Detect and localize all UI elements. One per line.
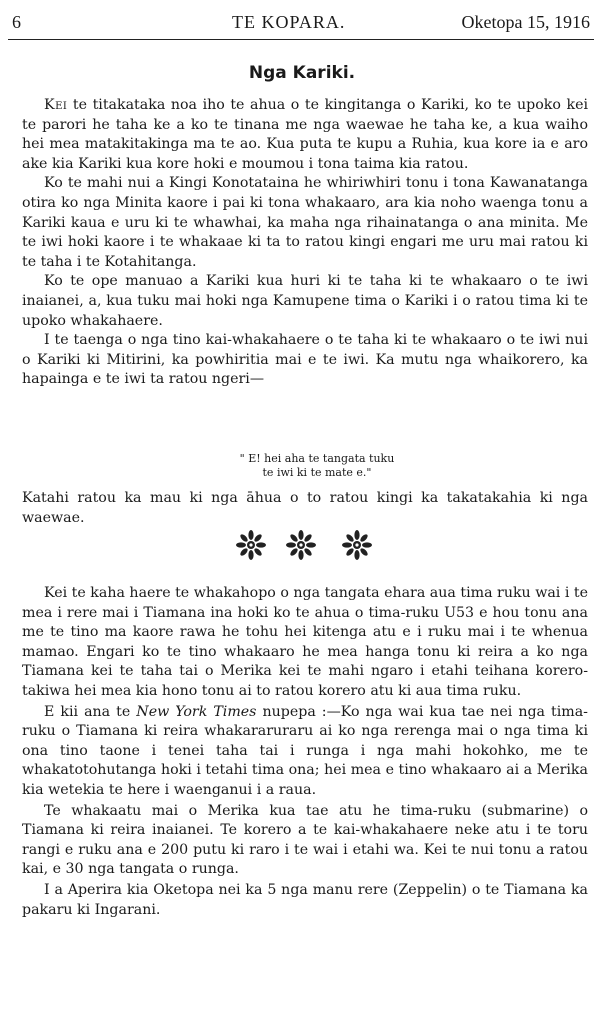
article-title: Nga Kariki. [248, 63, 356, 83]
paragraph-text: E kii ana te [44, 703, 137, 720]
ornament-flower-icon [286, 530, 316, 560]
ornament-flower-icon [236, 530, 266, 560]
article-body [22, 96, 588, 390]
paragraph: Katahi ratou ka mau ki nga āhua o to ratou kingi ka takatakahia ki nga waewae. [22, 490, 588, 526]
newspaper-title: TE KOPARA. [232, 12, 346, 32]
chant-line: te iwi ki te mate e." [262, 466, 372, 479]
section-ornaments [0, 530, 604, 560]
paragraph: Kei te kaha haere te whakahopo o nga tangata ehara aua tima ruku wai i te mea i rere mai i Tiamana ina hoki ko te ahua o tima-ruku U53 e hou tonu ana me te tino ma kaore rawa he tohu hei kitenga atu e i ruku mai i te whenua mamao. Engari ko te tino whakaaro he mea hanga tonu ki reira a ko nga Tiamana kei te taha tai o Merika kei te mahi ngaro i etahi teihana korero-takiwa hei mea kia hono tonu ai to ratou korero atu ki aua tima ruku. [22, 585, 588, 699]
paragraph: Te whakaatu mai o Merika kua tae atu he tima-ruku (submarine) o Tiamana ki reira inaianei. Te korero a te kai-whakahaere neke atu i te toru rangi e ruku ana e 200 putu ki raro i te wai i etahi wa. Kei te nui tonu a ratou kai, e 30 nga tangata o runga. [22, 802, 588, 878]
issue-date: Oketopa 15, 1916 [461, 12, 590, 32]
ornament-flower-icon [342, 530, 372, 560]
paragraph [22, 703, 588, 801]
header-rule [8, 39, 594, 40]
news-section [22, 584, 588, 921]
paragraph: I a Aperira kia Oketopa nei ka 5 nga manu rere (Zeppelin) o te Tiamana ka pakaru ki Ingarani. [22, 881, 588, 918]
chant-quote [0, 452, 604, 480]
paragraph: Ko te ope manuao a Kariki kua huri ki te taha ki te whakaaro o te iwi inaianei, a, kua tuku mai hoki nga Kamupene tima o Kariki i o ratou tima ki te upoko whakahaere. [22, 273, 588, 329]
paragraph [22, 96, 588, 174]
article-conclusion [22, 489, 588, 528]
page-header [12, 11, 590, 33]
drop-word: Kei [44, 97, 68, 113]
page-number: 6 [12, 12, 21, 32]
paragraph: I te taenga o nga tino kai-whakahaere o te taha ki te whakaaro o te iwi nui o Kariki ki Mitirini, ka powhiritia mai e te iwi. Ka mutu nga whaikorero, ka hapainga e te iwi ta ratou ngeri— [22, 332, 588, 388]
paragraph-text: te titakataka noa iho te ahua o te kingitanga o Kariki, ko te upoko kei te parori he taha ke a ko te tinana me nga waewae he taha ke, a kua waiho hei mea matakitakinga ma te ao. Kua puta te kupu a Ruhia, kua kore ia e aro ake kia Kariki kua kore hoki e moumou i tona taima kia ratou. [22, 97, 588, 172]
paragraph: Ko te mahi nui a Kingi Konotataina he whiriwhiri tonu i tona Kawanatanga otira ko nga Minita kaore i pai ki tona whakaaro, ara kia noho waenga tonu a Kariki kaua e uru ki te whawhai, ka maha nga rihainatanga o ana minita. Me te iwi hoki kaore i te whakaae ki ta to ratou kingi engari me uru mai ratou ki te taha i te Kotahitanga. [22, 175, 588, 270]
chant-line: " E! hei aha te tangata tuku [239, 452, 395, 465]
paragraph-text: nupepa :—Ko nga wai kua tae nei nga tima-ruku o Tiamana ki reira whakararuraru ai ko nga rerenga mai o nga tima ki ona tino taone i tenei taha tai i runga i nga mahi hokohko, me te whakatotohutanga hoki i tetahi tima ona; hei mea e tino whakaaro ai a Merika kia wetekia te here i waenganui i a raua. [22, 703, 588, 798]
newspaper-name: New York Times [136, 703, 257, 720]
